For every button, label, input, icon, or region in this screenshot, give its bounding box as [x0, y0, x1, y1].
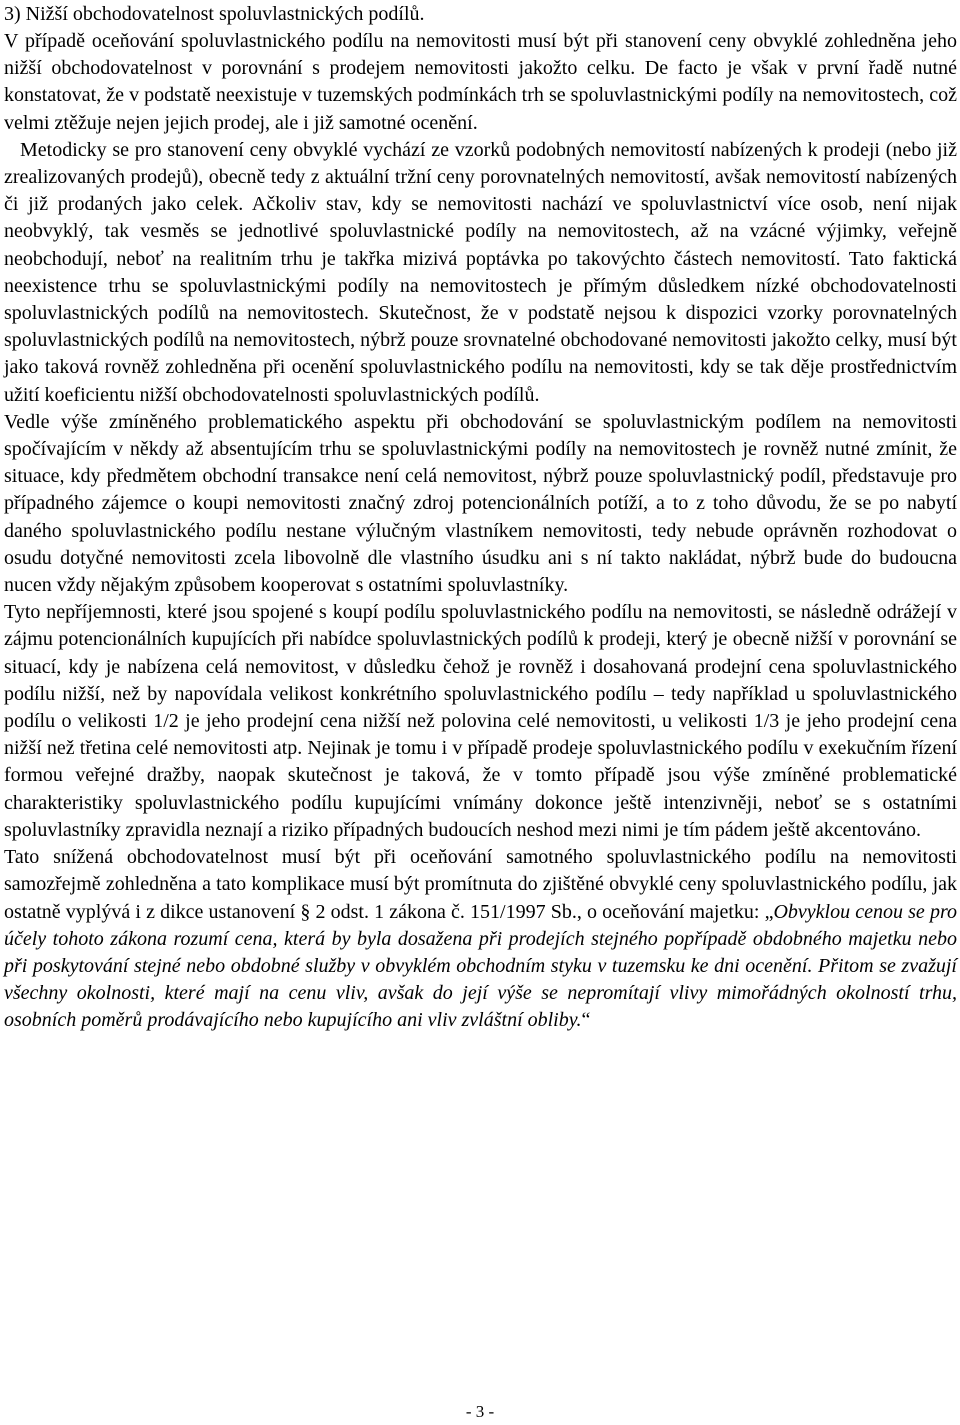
paragraph-2: Metodicky se pro stanovení ceny obvyklé vychází ze vzorků podobných nemovitostí nabízených k prodeji (nebo již zrealizovaných prodejů), obecně tedy z aktuální tržní ceny porovnatelných nemovitostí, avšak nemovitostí nabízených či již prodaných jako celek. Ačkoliv stav, kdy se nemovitosti nachází ve spoluvlastnictví více osob, není nijak neobvyklý, tak vesměs se jednotlivé spoluvlastnické podíly na nemovitostech, až na vzácné výjimky, veřejně neobchodují, neboť na realitním trhu je takřka mizivá poptávka po takovýchto částech nemovitostí. Tato faktická neexistence trhu se spoluvlastnickými podíly na nemovitostech je přímým důsledkem nízké obchodovatelnosti spoluvlastnických podílů na nemovitostech. Skutečnost, že v podstatě nejsou k dispozici vzorky porovnatelných spoluvlastnických podílů na nemovitostech, nýbrž pouze srovnatelné obchodované nemovitosti jakožto celky, musí být jako taková rovněž zohledněna při ocenění spoluvlastnického podílu na nemovitosti, kdy se tak děje prostřednictvím užití koeficientu nižší obchodovatelnosti spoluvlastnických podílů. [4, 138, 957, 406]
paragraph-3: Vedle výše zmíněného problematického aspektu při obchodování se spoluvlastnickým podílem na nemovitosti spočívajícím v někdy až absentujícím trhu se spoluvlastnickými podíly na nemovitostech je rovněž nutné zmínit, že situace, kdy předmětem obchodní transakce není celá nemovitost, nýbrž pouze spoluvlastnický podíl, představuje pro případného zájemce o koupi nemovitosti značný zdroj potencionálních potíží, a to z toho důvodu, že se po nabytí daného spoluvlastnického podílu nestane výlučným vlastníkem nemovitosti, tedy nebude oprávněn rozhodovat o osudu dotyčné nemovitosti zcela libovolně dle vlastního úsudku ani s ní takto nakládat, nýbrž bude do budoucna nucen vždy nějakým způsobem kooperovat s ostatními spoluvlastníky. [4, 410, 957, 597]
paragraph-5 [4, 844, 957, 1034]
section-heading: 3) Nižší obchodovatelnost spoluvlastnických podílů. [4, 3, 425, 25]
paragraph-1: V případě oceňování spoluvlastnického podílu na nemovitosti musí být při stanovení ceny obvyklé zohledněna jeho nižší obchodovatelnost v porovnání s prodejem nemovitosti jakožto celku. De facto je však v první řadě nutné konstatovat, že v podstatě neexistuje v tuzemských podmínkách trh se spoluvlastnickými podíly na nemovitostech, což velmi ztěžuje nejen jejich prodej, ale i již samotné ocenění. [4, 30, 957, 134]
law-quotation: Obvyklou cenou se pro účely tohoto zákona rozumí cena, která by byla dosažena při prodejích stejného popřípadě obdobného majetku nebo při poskytování stejné nebo obdobné služby v obvyklém obchodním styku v tuzemsku ke dni ocenění. Přitom se zvažují všechny okolnosti, které mají na cenu vliv, avšak do její výše se nepromítají vlivy mimořádných okolností trhu, osobních poměrů prodávajícího nebo kupujícího ani vliv zvláštní obliby. [4, 900, 957, 1032]
page-number: - 3 - [465, 1402, 495, 1421]
paragraph-4: Tyto nepříjemnosti, které jsou spojené s koupí podílu spoluvlastnického podílu na nemovitosti, se následně odrážejí v zájmu potencionálních kupujících při nabídce spoluvlastnických podílů k prodeji, který je obecně nižší v porovnání se situací, kdy je nabízena celá nemovitost, v důsledku čehož je rovněž i dosahovaná prodejní cena spoluvlastnického podílu nižší, než by napovídala velikost konkrétního spoluvlastnického podílu – tedy například u spoluvlastnického podílu o velikosti 1/2 je jeho prodejní cena nižší než polovina celé nemovitosti, u velikosti 1/3 je jeho prodejní cena nižší než třetina celé nemovitosti atp. Nejinak je tomu i v případě prodeje spoluvlastnického podílu v exekučním řízení formou veřejné dražby, naopak skutečnost je taková, že v tomto případě jsou výše zmíněné problematické charakteristiky spoluvlastnického podílu kupujícími vnímány dokonce ještě intenzivněji, neboť se s ostatními spoluvlastníky zpravidla neznají a riziko případných budoucích neshod mezi nimi je tím pádem ještě akcentováno. [4, 601, 957, 841]
paragraph-5-text: Tato snížená obchodovatelnost musí být při oceňování samotného spoluvlastnického podílu na nemovitosti samozřejmě zohledněna a tato komplikace musí být promítnuta do zjištěné obvyklé ceny spoluvlastnického podílu, jak ostatně vyplývá i z dikce ustanovení § 2 odst. 1 zákona č. 151/1997 Sb., o oceňování majetku: „ [4, 846, 957, 923]
document-page [4, 0, 957, 1425]
quotation-close-mark: “ [581, 1009, 591, 1032]
